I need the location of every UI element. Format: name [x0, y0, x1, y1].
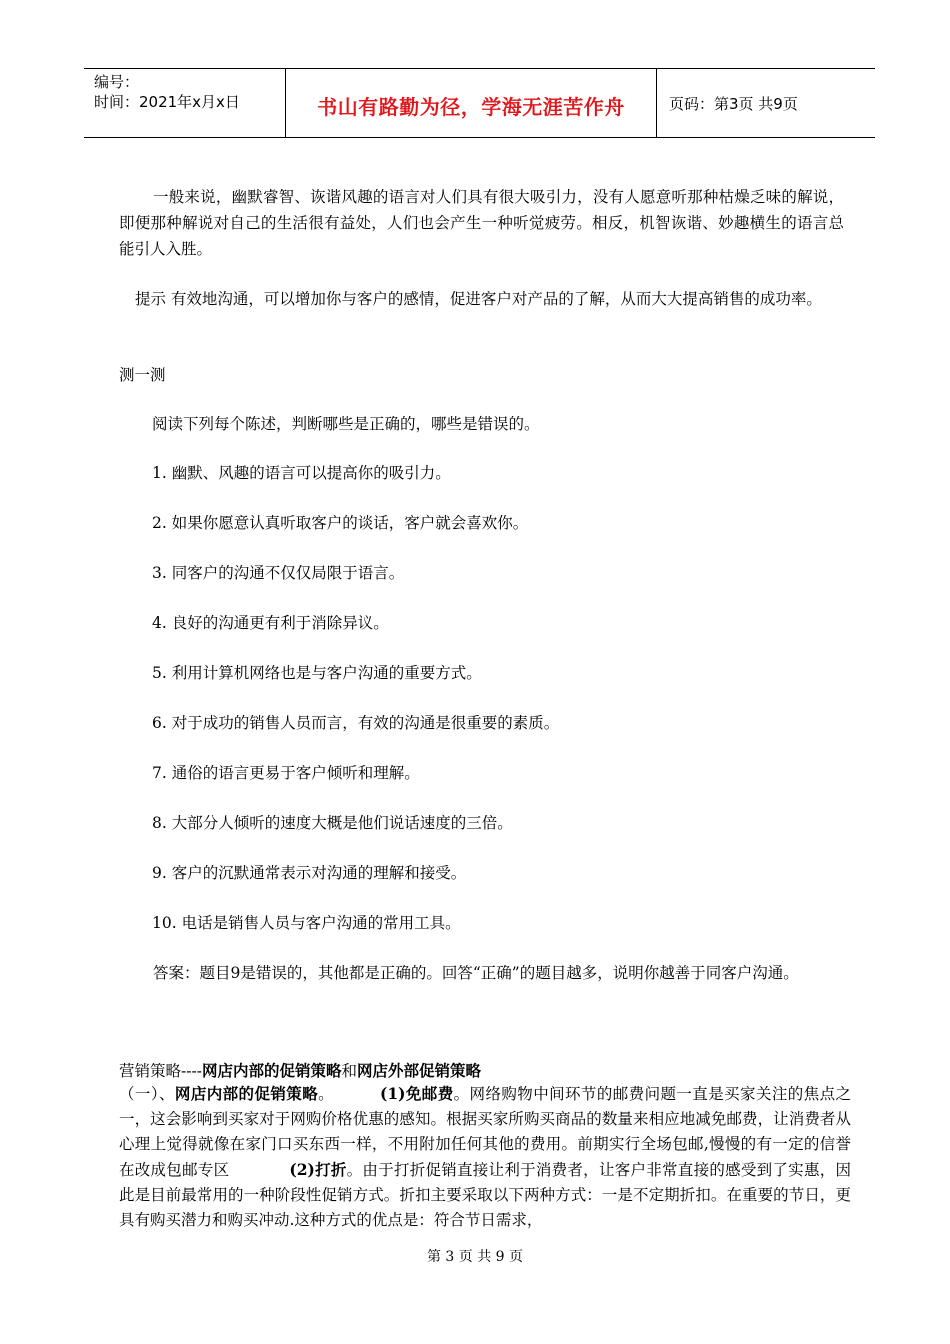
- section-title: 网店内部的促销策略: [174, 1084, 319, 1103]
- section-end: 。: [318, 1085, 335, 1103]
- document-header: [84, 68, 875, 138]
- section-prefix: （一）、: [119, 1085, 175, 1103]
- quiz-item: 1. 幽默、风趣的语言可以提高你的吸引力。: [152, 464, 451, 482]
- paragraph-tip: 提示 有效地沟通，可以增加你与客户的感情，促进客户对产品的了解，从而大大提高销售的成功率。: [135, 290, 822, 308]
- page-label: 页码：第3页 共9页: [669, 95, 798, 113]
- quiz-item: 3. 同客户的沟通不仅仅局限于语言。: [152, 564, 405, 582]
- strategy-title-inner: 网店内部的促销策略: [201, 1061, 342, 1080]
- quiz-heading: 测一测: [119, 366, 166, 384]
- discount-text: 。由于打折促销直接让利于消费者，让客户非常直接的感受到了实惠，因此是目前最常用的一种阶段性促销方式。折扣主要采取以下两种方式：一是不定期折扣。在重要的节日，更具有购买潜力和购买冲动.这种方式的优点是：符合节日需求，: [119, 1161, 851, 1229]
- quiz-item: 8. 大部分人倾听的速度大概是他们说话速度的三倍。: [152, 814, 513, 832]
- discount-label: (2)打折: [289, 1160, 347, 1179]
- motto: 书山有路勤为径，学海无涯苦作舟: [317, 95, 625, 119]
- quiz-item: 5. 利用计算机网络也是与客户沟通的重要方式。: [152, 664, 482, 682]
- page-footer: 第 3 页 共 9 页: [426, 1249, 524, 1265]
- number-label: 编号：: [94, 73, 140, 91]
- quiz-item: 9. 客户的沉默通常表示对沟通的理解和接受。: [152, 864, 467, 882]
- free-shipping-label: (1)免邮费: [380, 1084, 454, 1103]
- strategy-title-and: 和: [341, 1062, 357, 1080]
- quiz-item: 7. 通俗的语言更易于客户倾听和理解。: [152, 764, 420, 782]
- quiz-item: 10. 电话是销售人员与客户沟通的常用工具。: [152, 914, 461, 932]
- strategy-title-prefix: 营销策略----: [119, 1062, 202, 1080]
- time-label: 时间：2021年x月x日: [94, 93, 240, 111]
- header-page-cell: [657, 69, 875, 137]
- strategy-title-outer: 网店外部促销策略: [356, 1061, 481, 1080]
- strategy-body: [119, 1081, 851, 1233]
- quiz-item: 6. 对于成功的销售人员而言，有效的沟通是很重要的素质。: [152, 714, 560, 732]
- header-motto-cell: [286, 69, 657, 137]
- quiz-item: 4. 良好的沟通更有利于消除异议。: [152, 614, 389, 632]
- quiz-answer: 答案：题目9是错误的，其他都是正确的。回答“正确”的题目越多，说明你越善于同客户沟通。: [153, 964, 799, 982]
- paragraph-humor: 一般来说，幽默睿智、诙谐风趣的语言对人们具有很大吸引力，没有人愿意听那种枯燥乏味的解说，即便那种解说对自己的生活很有益处，人们也会产生一种听觉疲劳。相反，机智诙谐、妙趣横生的语言总能引人入胜。: [119, 188, 844, 258]
- free-shipping-text: 。网络购物中间环节的邮费问题一直是买家关注的焦点之一，这会影响到买家对于网购价格优惠的感知。根据买家所购买商品的数量来相应地减免邮费，让消费者从心理上觉得就像在家门口买东西一样，不用附加任何其他的费用。前期实行全场包邮,慢慢的有一定的信誉在改成包邮专区: [119, 1085, 851, 1179]
- quiz-item: 2. 如果你愿意认真听取客户的谈话，客户就会喜欢你。: [152, 514, 529, 532]
- quiz-intro: 阅读下列每个陈述，判断哪些是正确的，哪些是错误的。: [152, 415, 540, 433]
- header-info-cell: [84, 69, 286, 137]
